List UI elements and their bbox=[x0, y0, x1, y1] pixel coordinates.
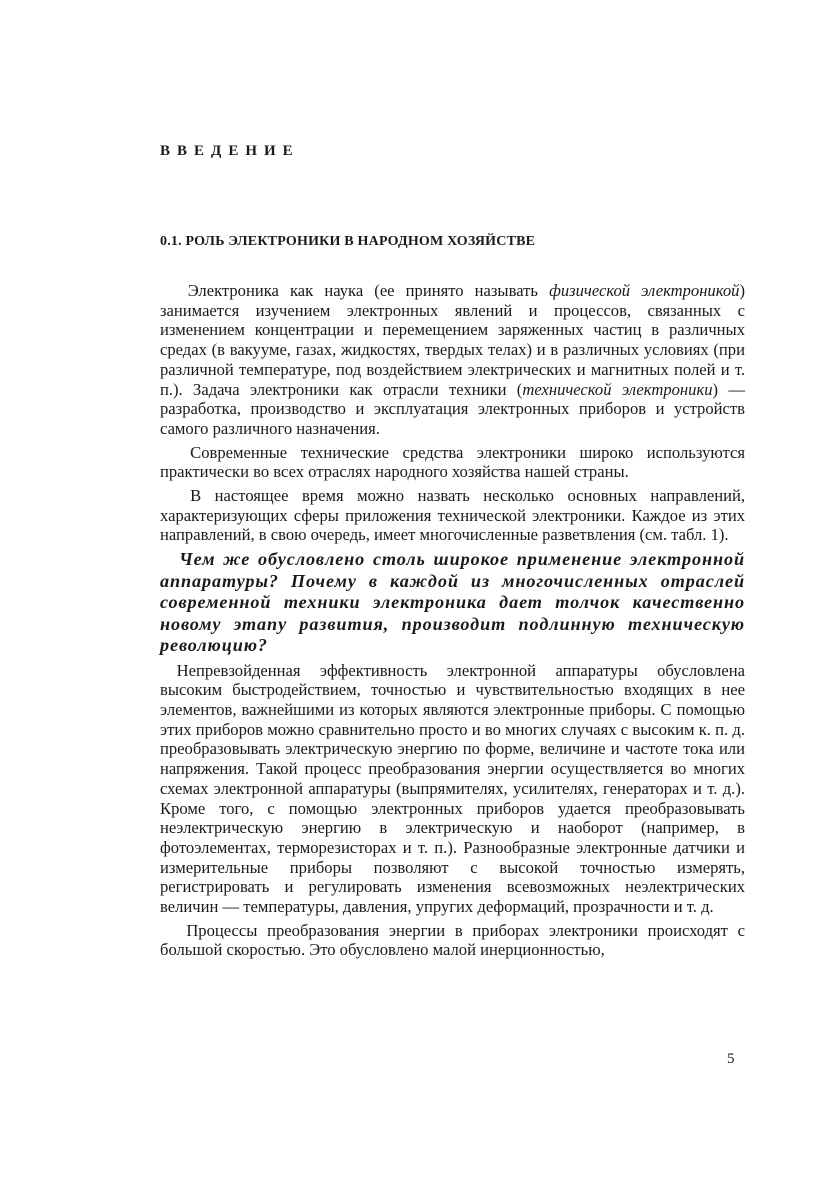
paragraph-2-text: Современные технические средства электроники широко используются практически во всех отраслях народного хозяйства нашей страны. bbox=[160, 442, 745, 482]
paragraph-1 bbox=[160, 281, 745, 439]
key-question bbox=[160, 549, 745, 657]
paragraph-1-text-a: Электроника как наука (ее принято называть bbox=[187, 281, 550, 300]
paragraph-1-text-c: ) — разработка, производство и эксплуатация электронных приборов и устройств самого различного назначения. bbox=[160, 379, 745, 438]
paragraph-4 bbox=[160, 661, 745, 917]
page-number: 5 bbox=[727, 1051, 735, 1067]
body-text bbox=[160, 281, 745, 960]
paragraph-5 bbox=[160, 921, 745, 960]
paragraph-1-term-technical: технической электроники bbox=[522, 379, 713, 399]
paragraph-3 bbox=[160, 486, 745, 545]
section-title: 0.1. РОЛЬ ЭЛЕКТРОНИКИ В НАРОДНОМ ХОЗЯЙСТВЕ bbox=[160, 234, 536, 249]
paragraph-1-term-physical: физической электроникой bbox=[549, 281, 740, 300]
paragraph-2 bbox=[160, 443, 745, 482]
paragraph-3-text: В настоящее время можно назвать несколько основных направлений, характеризующих сферы приложения технической электроники. Каждое из этих направлений, в свою очередь, имеет многочисленные разветвления (см. табл. 1). bbox=[160, 486, 746, 545]
paragraph-1-text-b: ) занимается изучением электронных явлений и процессов, связанных с изменением концентрации и перемещением заряженных частиц в различных средах (в вакууме, газах, жидкостях, твердых телах) и в различных условиях (при различной температуре, под воздействием электрических и магнитных полей и т. п.). Задача электроники как отрасли техники ( bbox=[160, 281, 745, 399]
key-question-text: Чем же обусловлено столь широкое применение электронной аппаратуры? Почему в каждой из многочисленных отраслей современной техники электроника дает толчок качественно новому этапу развития, производит подлинную техническую революцию? bbox=[160, 549, 745, 656]
paragraph-4-text: Непревзойденная эффективность электронной аппаратуры обусловлена высоким быстродействием, точностью и чувствительностью входящих в нее элементов, важнейшими из которых являются электронные приборы. С помощью этих приборов можно сравнительно просто и во многих случаях с высоким к. п. д. преобразовывать электрическую энергию по форме, величине и частоте тока или напряжения. Такой процесс преобразования энергии осуществляется во многих схемах электронной аппаратуры (выпрямителях, усилителях, генераторах и т. д.). Кроме того, с помощью электронных приборов удается преобразовывать неэлектрическую энергию в электрическую и наоборот (например, в фотоэлементах, терморезисторах и т. п.). Разнообразные электронные датчики и измерительные приборы позволяют с высокой точностью измерять, регистрировать и регулировать изменения всевозможных неэлектрических величин — температуры, давления, упругих деформаций, прозрачности и т. д. bbox=[160, 660, 745, 917]
paragraph-5-text: Процессы преобразования энергии в приборах электроники происходят с большой скоростью. Это обусловлено малой инерционностью, bbox=[160, 920, 745, 960]
chapter-title: ВВЕДЕНИЕ bbox=[160, 143, 300, 159]
